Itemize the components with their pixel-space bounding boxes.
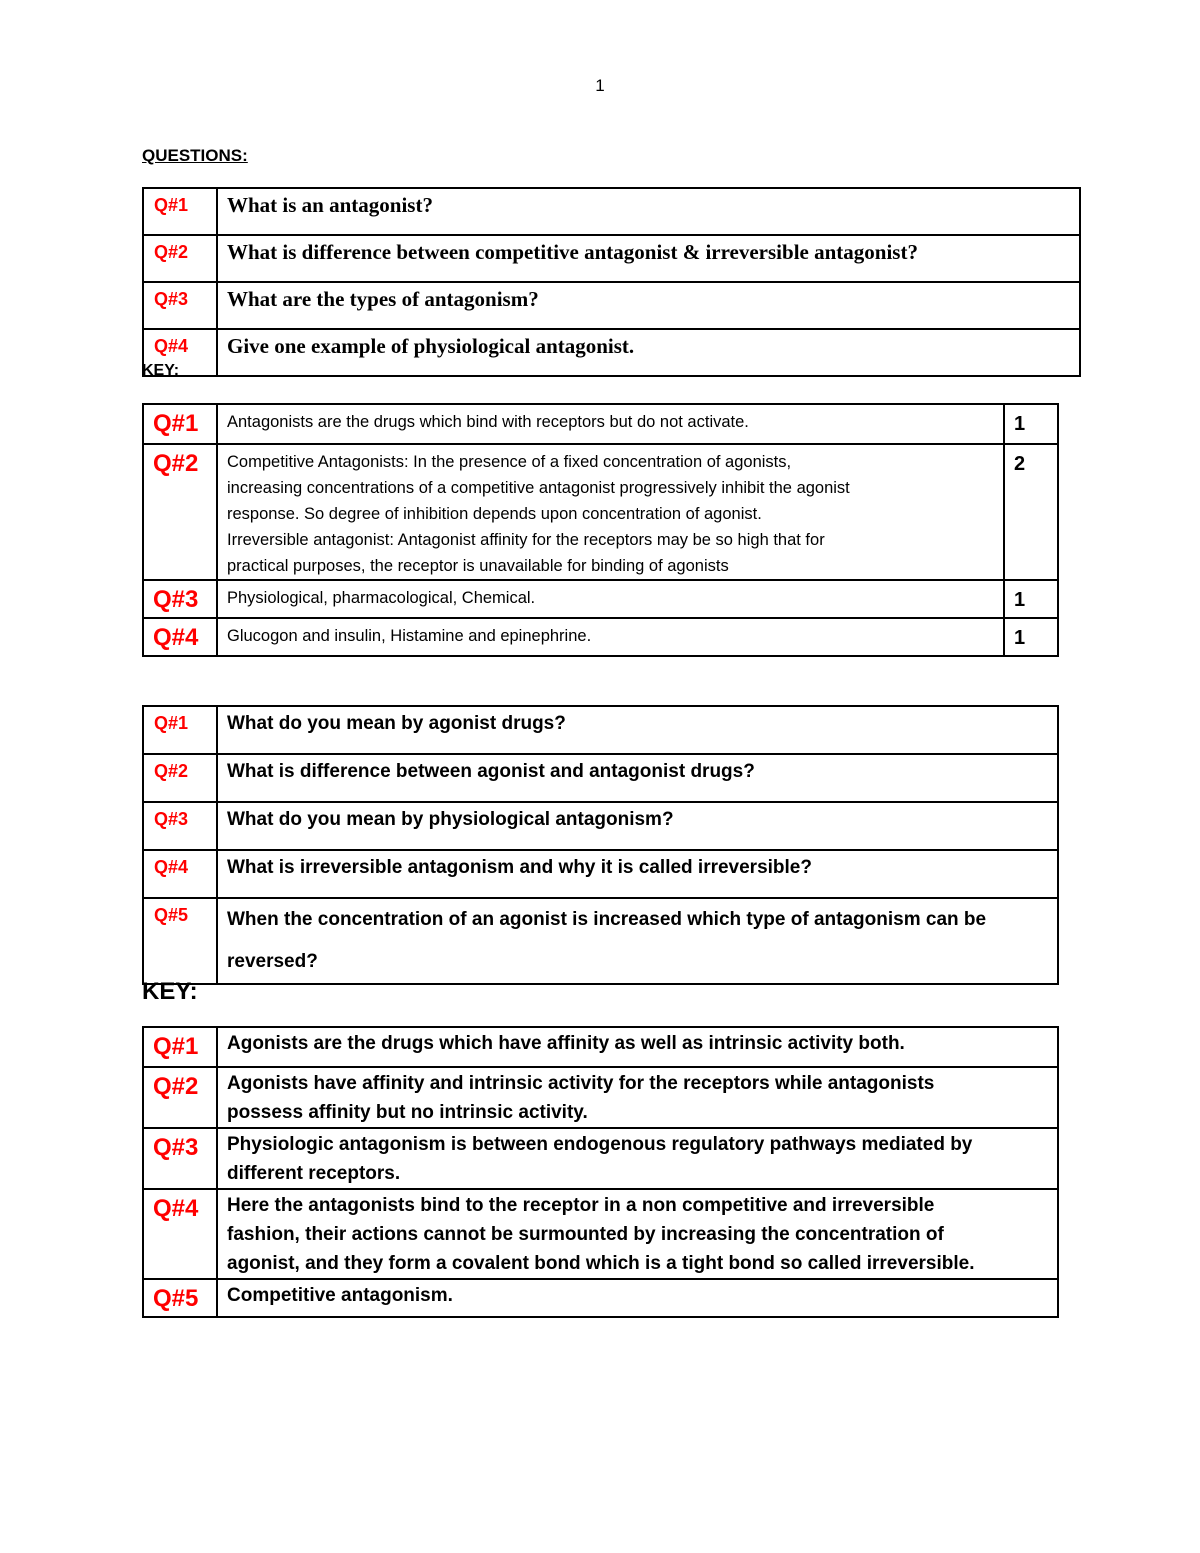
answer-line: Agonists are the drugs which have affinity as well as intrinsic activity both. <box>227 1033 905 1054</box>
table-row <box>143 1027 1058 1067</box>
table-row <box>143 1279 1058 1317</box>
answer-mark: 1 <box>1004 404 1058 444</box>
answer-text <box>217 1027 1058 1067</box>
question-text: What are the types of antagonism? <box>217 282 1080 329</box>
answer-line: Agonists have affinity and intrinsic activity for the receptors while antagonists <box>227 1073 935 1094</box>
answer-number: Q#4 <box>143 618 217 656</box>
answer-text <box>217 580 1004 618</box>
answer-number: Q#4 <box>143 1189 217 1279</box>
question-number: Q#3 <box>143 802 217 850</box>
question-text: What is irreversible antagonism and why it is called irreversible? <box>217 850 1058 898</box>
question-number: Q#4 <box>143 850 217 898</box>
answer-text <box>217 1128 1058 1189</box>
question-number: Q#3 <box>143 282 217 329</box>
question-number: Q#1 <box>143 188 217 235</box>
answer-number: Q#5 <box>143 1279 217 1317</box>
question-number: Q#2 <box>143 235 217 282</box>
table-row <box>143 235 1080 282</box>
answer-line: possess affinity but no intrinsic activity. <box>227 1102 588 1123</box>
answer-line: Competitive Antagonists: In the presence of a fixed concentration of agonists, <box>227 453 792 471</box>
page-number: 1 <box>595 76 605 95</box>
answer-mark: 1 <box>1004 618 1058 656</box>
answer-text <box>217 618 1004 656</box>
table-row <box>143 754 1058 802</box>
table-row <box>143 329 1080 376</box>
table-row <box>143 404 1058 444</box>
questions-table-2 <box>142 705 1059 985</box>
answer-line: increasing concentrations of a competitive antagonist progressively inhibit the agonist <box>227 479 850 497</box>
answer-mark: 2 <box>1004 444 1058 580</box>
table-row <box>143 282 1080 329</box>
questions-heading: QUESTIONS: <box>142 146 248 165</box>
answer-mark: 1 <box>1004 580 1058 618</box>
answer-line: Antagonists are the drugs which bind with receptors but do not activate. <box>227 413 749 431</box>
answer-number: Q#3 <box>143 1128 217 1189</box>
answer-text <box>217 1279 1058 1317</box>
question-text: Give one example of physiological antagonist. <box>217 329 1080 376</box>
answer-line: Physiological, pharmacological, Chemical. <box>227 589 536 607</box>
answer-line: different receptors. <box>227 1163 401 1184</box>
question-text: What is an antagonist? <box>217 188 1080 235</box>
answer-line: Glucogon and insulin, Histamine and epinephrine. <box>227 627 592 645</box>
answer-number: Q#2 <box>143 1067 217 1128</box>
question-number: Q#5 <box>143 898 217 984</box>
table-row <box>143 850 1058 898</box>
answer-line: Competitive antagonism. <box>227 1285 453 1306</box>
key-heading-2: KEY: <box>142 978 198 1005</box>
table-row <box>143 898 1058 984</box>
table-row <box>143 802 1058 850</box>
question-text <box>217 898 1058 984</box>
answer-line: agonist, and they form a covalent bond which is a tight bond so called irreversible. <box>227 1253 975 1274</box>
answer-line: Irreversible antagonist: Antagonist affinity for the receptors may be so high that for <box>227 531 825 549</box>
answer-line: fashion, their actions cannot be surmounted by increasing the concentration of <box>227 1224 944 1245</box>
table-row <box>143 706 1058 754</box>
questions-table-1 <box>142 187 1081 377</box>
question-text: What is difference between agonist and antagonist drugs? <box>217 754 1058 802</box>
question-line: reversed? <box>227 951 318 972</box>
table-row <box>143 1067 1058 1128</box>
question-number: Q#1 <box>143 706 217 754</box>
table-row <box>143 1128 1058 1189</box>
answer-line: Physiologic antagonism is between endogenous regulatory pathways mediated by <box>227 1134 973 1155</box>
question-text: What do you mean by agonist drugs? <box>217 706 1058 754</box>
question-number: Q#4 <box>143 329 217 376</box>
answer-key-table-2 <box>142 1026 1059 1318</box>
answer-number: Q#2 <box>143 444 217 580</box>
answer-number: Q#1 <box>143 1027 217 1067</box>
table-row <box>143 1189 1058 1279</box>
answer-number: Q#3 <box>143 580 217 618</box>
question-text: What is difference between competitive antagonist & irreversible antagonist? <box>217 235 1080 282</box>
answer-number: Q#1 <box>143 404 217 444</box>
answer-text <box>217 1067 1058 1128</box>
table-row <box>143 580 1058 618</box>
answer-text <box>217 1189 1058 1279</box>
answer-key-table-1 <box>142 403 1059 657</box>
answer-line: Here the antagonists bind to the receptor in a non competitive and irreversible <box>227 1195 935 1216</box>
key-heading-1: KEY: <box>142 362 180 379</box>
table-row <box>143 188 1080 235</box>
table-row <box>143 444 1058 580</box>
answer-line: response. So degree of inhibition depends upon concentration of agonist. <box>227 505 762 523</box>
answer-text <box>217 444 1004 580</box>
question-text: What do you mean by physiological antagonism? <box>217 802 1058 850</box>
question-number: Q#2 <box>143 754 217 802</box>
answer-line: practical purposes, the receptor is unavailable for binding of agonists <box>227 557 729 575</box>
answer-text <box>217 404 1004 444</box>
table-row <box>143 618 1058 656</box>
question-line: When the concentration of an agonist is increased which type of antagonism can be <box>227 909 987 930</box>
